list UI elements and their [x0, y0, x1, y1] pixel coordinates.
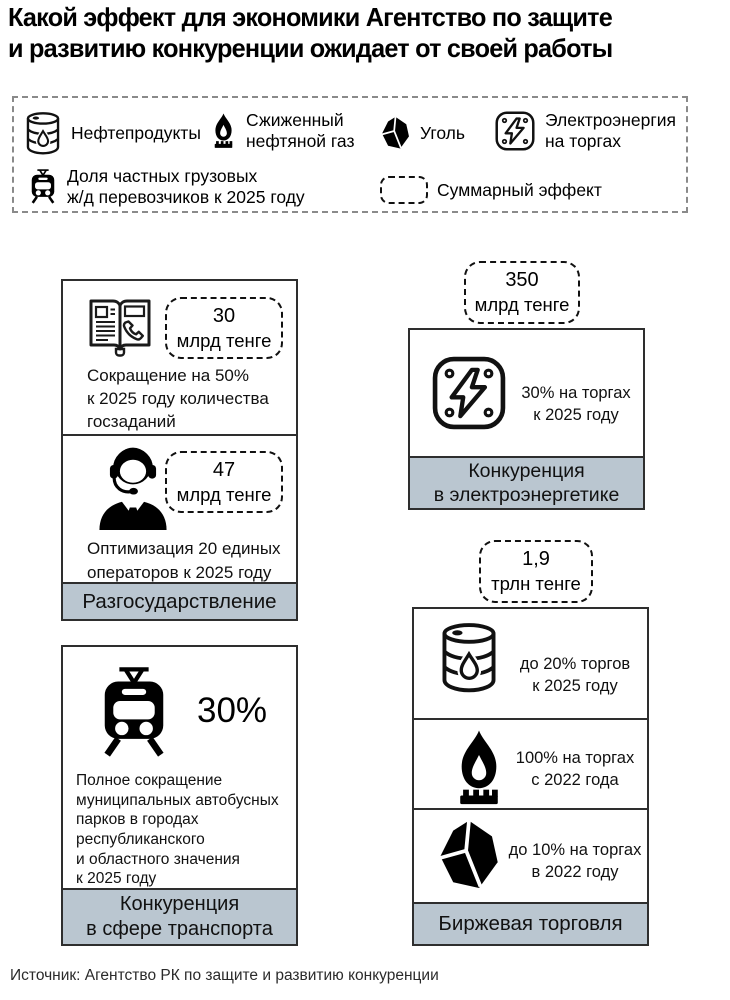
privatization-card-title-bar: Разгосударствление [63, 582, 296, 619]
privatization-section2-text: Оптимизация 20 единых операторов к 2025 году [87, 539, 281, 582]
page-title-line2: и развитию конкуренции ожидает от своей работы [8, 32, 613, 63]
legend-item-coal [380, 116, 465, 150]
legend-label-total: Суммарный эффект [437, 179, 602, 200]
operator-icon [93, 444, 173, 530]
exchange-row-oil-text: до 20% торгов к 2025 году [519, 655, 631, 696]
legend-item-lpg [210, 110, 355, 151]
electricity-card-title-bar: Конкуренция в электроэнергетике [410, 456, 643, 508]
oil-barrel-icon [24, 112, 62, 155]
gas-flame-icon [210, 111, 237, 151]
legend-item-oil [24, 112, 201, 155]
privatization-section1-text: Сокращение на 50% к 2025 году количества госзаданий [87, 366, 269, 431]
legend-box [12, 96, 688, 213]
legend-item-electricity [494, 110, 676, 152]
page-title [8, 2, 612, 63]
effect-badge-30: 30 млрд тенге [165, 297, 283, 359]
legend-label-coal: Уголь [420, 122, 466, 143]
legend-item-total [380, 176, 602, 204]
electricity-text: 30% на торгах к 2025 году [521, 384, 631, 425]
legend-item-rail [28, 164, 305, 209]
transport-value: 30% [197, 691, 268, 730]
exchange-row-gas-text: 100% на торгах с 2022 года [515, 749, 635, 790]
source-note: Источник: Агентство РК по защите и развитию конкуренции [10, 967, 439, 984]
exchange-row-coal-text: до 10% на торгах в 2022 году [508, 841, 642, 882]
electricity-icon [494, 110, 536, 152]
train-icon [95, 661, 173, 763]
effect-badge-47: 47 млрд тенге [165, 451, 283, 513]
exchange-card [412, 607, 649, 946]
effect-badge-350: 350 млрд тенге [464, 261, 580, 324]
gas-flame-icon [450, 729, 508, 807]
legend-label-rail: Доля частных грузовых ж/д перевозчиков к 2025 году [67, 165, 305, 207]
coal-icon [436, 819, 502, 891]
divider [414, 718, 647, 720]
legend-label-oil: Нефтепродукты [71, 123, 201, 144]
oil-barrel-icon [438, 623, 500, 693]
train-icon [28, 164, 58, 209]
summary-effect-swatch [380, 176, 428, 204]
transport-text: Полное сокращение муниципальных автобусных парков в городах республиканского и областного значения к 2025 году [76, 772, 279, 888]
page-title-line1: Какой эффект для экономики Агентство по защите [8, 2, 612, 32]
divider [414, 808, 647, 810]
electricity-icon [430, 352, 508, 434]
transport-card [61, 645, 298, 946]
privatization-card [61, 279, 298, 621]
coal-icon [380, 116, 411, 150]
electricity-card [408, 328, 645, 510]
effect-badge-1-9: 1,9 трлн тенге [479, 540, 593, 603]
exchange-card-title-bar: Биржевая торговля [414, 902, 647, 944]
legend-label-lpg: Сжиженный нефтяной газ [246, 110, 355, 151]
transport-card-title-bar: Конкуренция в сфере транспорта [63, 888, 296, 944]
divider [63, 434, 296, 436]
book-phone-icon [87, 297, 153, 359]
legend-label-electricity: Электроэнергия на торгах [545, 110, 676, 151]
